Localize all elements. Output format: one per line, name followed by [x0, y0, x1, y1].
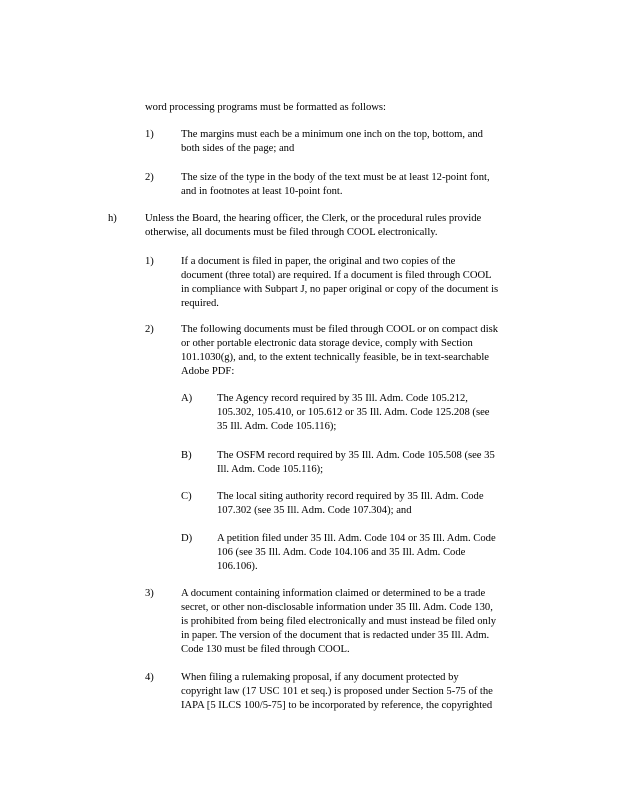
subitem-text: The Agency record required by 35 Ill. Adm. Code 105.212, 105.302, 105.410, or 105.612 or 35 Ill. Adm. Code 125.208 (see 35 Ill. Adm. Code 105.116); — [217, 393, 490, 432]
item-text: A document containing information claimed or determined to be a trade secret, or other non-disclosable information under 35 Ill. Adm. Code 130, is prohibited from being filed electronically and must instead be filed only in paper. The version of the document that is redacted under 35 Ill. Adm. Code 130 must be filed through COOL. — [181, 588, 497, 655]
item-label: 2) — [145, 324, 154, 335]
subitem-text: A petition filed under 35 Ill. Adm. Code 104 or 35 Ill. Adm. Code 106 (see 35 Ill. Adm. Code 104.106 and 35 Ill. Adm. Code 106.106). — [217, 533, 496, 572]
subitem-label: A) — [181, 393, 193, 404]
item-label: 1) — [145, 129, 154, 140]
section-label: h) — [108, 213, 117, 224]
subitem-label: B) — [181, 450, 192, 461]
item-text: The size of the type in the body of the text must be at least 12-point font, and in footnotes at least 10-point font. — [181, 172, 490, 197]
item-label: 3) — [145, 588, 154, 599]
subitem-text: The OSFM record required by 35 Ill. Adm. Code 105.508 (see 35 Ill. Adm. Code 105.116); — [217, 450, 495, 475]
item-text: When filing a rulemaking proposal, if any document protected by copyright law (17 USC 101 et seq.) is proposed under Section 5-75 of the IAPA [5 ILCS 100/5-75] to be incorporated by reference, the copyrighted — [181, 672, 493, 711]
subitem-text: The local siting authority record required by 35 Ill. Adm. Code 107.302 (see 35 Ill. Adm. Code 107.304); and — [217, 491, 484, 516]
item-label: 2) — [145, 172, 154, 183]
item-label: 1) — [145, 256, 154, 267]
item-text: The following documents must be filed through COOL or on compact disk or other portable electronic data storage device, comply with Section 101.1030(g), and, to the extent technically feasible, be in text-searchable Adobe PDF: — [181, 324, 499, 377]
item-label: 4) — [145, 672, 154, 683]
item-text: The margins must each be a minimum one inch on the top, bottom, and both sides of the page; and — [181, 129, 483, 154]
item-text: If a document is filed in paper, the original and two copies of the document (three total) are required. If a document is filed through COOL in compliance with Subpart J, no paper original or copy of the document is required. — [181, 256, 499, 309]
section-text: Unless the Board, the hearing officer, the Clerk, or the procedural rules provide otherwise, all documents must be filed through COOL electronically. — [145, 213, 482, 238]
subitem-label: D) — [181, 533, 193, 544]
subitem-label: C) — [181, 491, 192, 502]
intro-text: word processing programs must be formatted as follows: — [145, 102, 386, 113]
